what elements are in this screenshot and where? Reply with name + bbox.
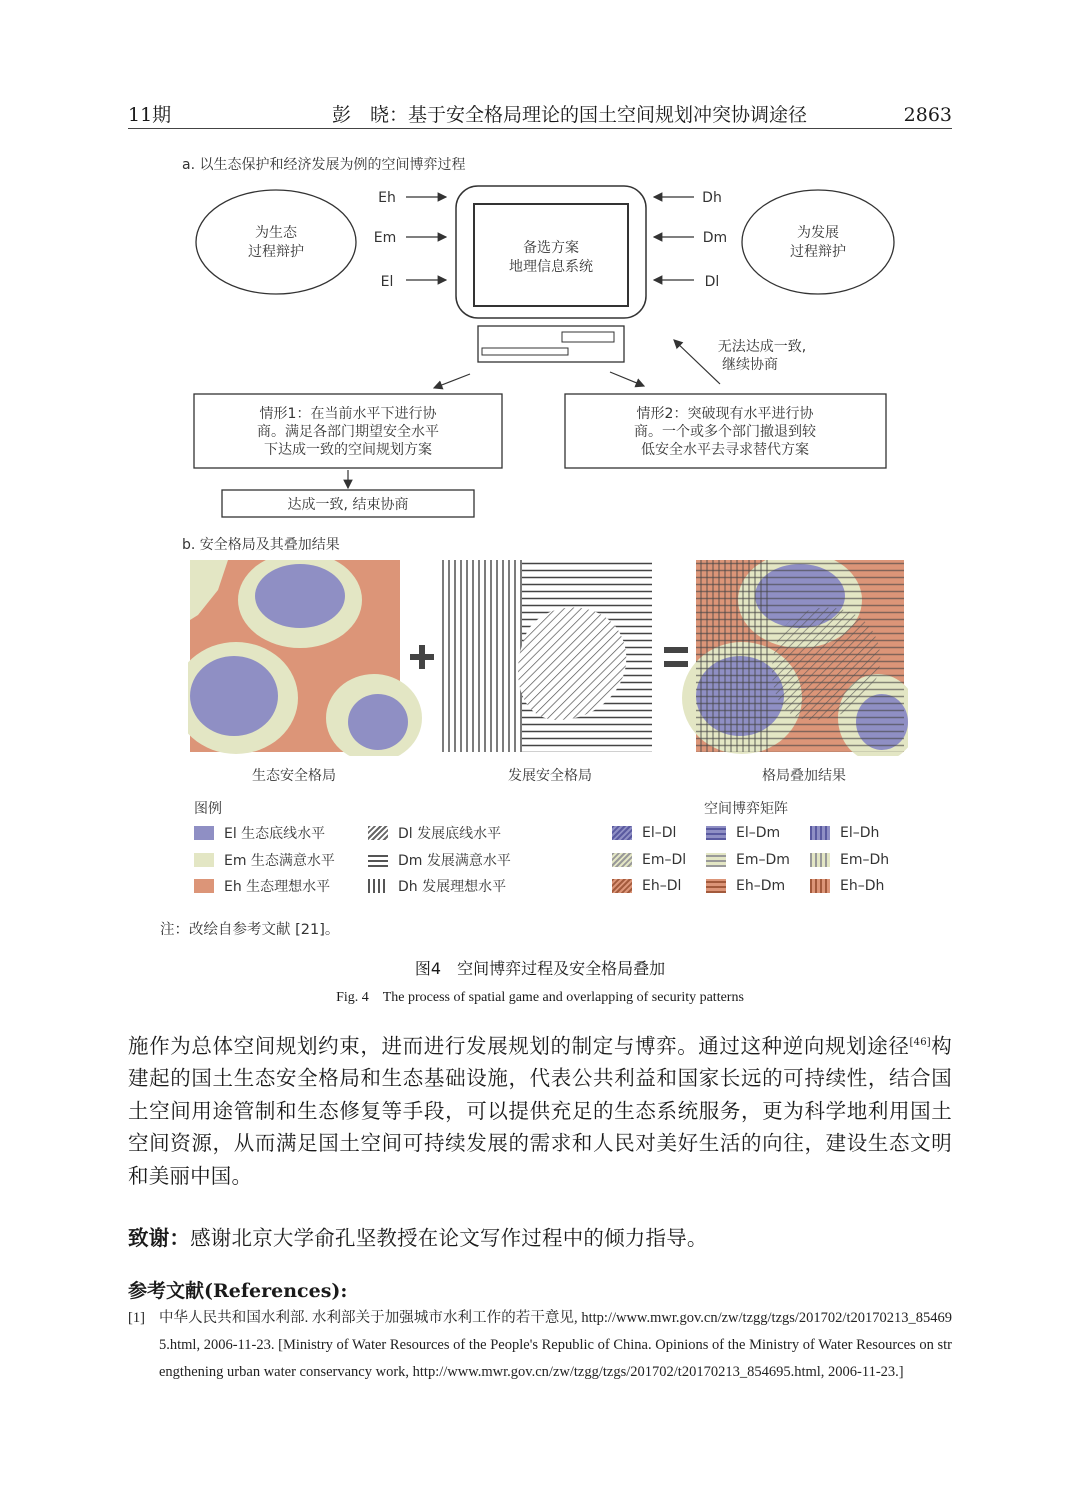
legend-dm: Dm 发展满意水平 [368, 850, 511, 870]
issue-number: 11期 [128, 104, 172, 126]
matrix-el-dm: El–Dm [706, 823, 780, 843]
running-title: 彭 晓：基于安全格局理论的国土空间规划冲突协调途径 [332, 104, 808, 126]
header-rule [128, 128, 952, 129]
eco-pattern-map [188, 560, 422, 756]
caption-cn: 图4 空间博弈过程及安全格局叠加 [414, 959, 666, 978]
eco-advocate-label-1: 为生态 [255, 225, 297, 241]
reference-number: [1] [128, 1310, 145, 1326]
ack-label: 致谢： [128, 1226, 191, 1250]
eco-advocate-label-2: 过程辩护 [248, 244, 304, 260]
panel-b-title: b. 安全格局及其叠加结果 [182, 537, 340, 553]
screen-text-2: 地理信息系统 [509, 259, 593, 275]
input-em: Em [373, 230, 397, 246]
computer-base [478, 326, 624, 362]
legend-em: Em 生态满意水平 [194, 850, 335, 870]
matrix-eh-dl: Eh–Dl [612, 876, 681, 896]
svg-text:低安全水平去寻求替代方案: 低安全水平去寻求替代方案 [641, 442, 809, 458]
reference-item [128, 1305, 952, 1386]
map-label-overlay: 格局叠加结果 [762, 768, 846, 784]
eco-advocate-ellipse [196, 190, 356, 294]
dev-advocate-ellipse [742, 190, 894, 294]
legend-eh: Eh 生态理想水平 [194, 876, 330, 896]
svg-text:情形2：突破现有水平进行协: 情形2：突破现有水平进行协 [636, 406, 814, 422]
citation-46[interactable]: [46] [909, 1037, 931, 1048]
legend-dh: Dh 发展理想水平 [368, 876, 506, 896]
panel-a-title: a. 以生态保护和经济发展为例的空间博弈过程 [182, 157, 466, 173]
caption-en: Fig. 4 The process of spatial game and overlapping of security patterns [336, 990, 744, 1005]
loop-note-2: 继续协商 [722, 357, 778, 373]
map-label-eco: 生态安全格局 [252, 768, 336, 784]
dev-advocate-label-1: 为发展 [797, 225, 839, 241]
security-pattern-maps [188, 560, 908, 756]
input-el: El [380, 274, 394, 290]
dev-advocate-label-2: 过程辩护 [790, 244, 846, 260]
matrix-em-dl: Em–Dl [612, 850, 686, 870]
input-eh: Eh [378, 190, 396, 206]
overlay-result-map [682, 560, 908, 756]
loop-note-1: 无法达成一致, [717, 339, 807, 355]
svg-text:达成一致, 结束协商: 达成一致, 结束协商 [287, 497, 409, 513]
input-dh: Dh [702, 190, 722, 206]
matrix-em-dm: Em–Dm [706, 850, 790, 870]
legend-dl: Dl 发展底线水平 [368, 823, 501, 843]
acknowledgement [128, 1222, 952, 1255]
ack-text: 感谢北京大学俞孔坚教授在论文写作过程中的倾力指导。 [190, 1226, 708, 1250]
svg-text:商。一个或多个部门撤退到较: 商。一个或多个部门撤退到较 [634, 424, 816, 440]
references-heading: 参考文献(References): [128, 1280, 348, 1302]
matrix-title: 空间博弈矩阵 [704, 801, 788, 817]
game-process-diagram [180, 176, 920, 526]
matrix-em-dh: Em–Dh [810, 850, 889, 870]
matrix-eh-dh: Eh–Dh [810, 876, 884, 896]
screen-text-1: 备选方案 [523, 240, 579, 256]
matrix-el-dl: El–Dl [612, 823, 676, 843]
reference-text: 中华人民共和国水利部. 水利部关于加强城市水利工作的若干意见, http://www.mwr.gov.cn/zw/tzgg/tzgs/201702/t20170213_854695.html, 2006-11-23. [Ministry of Water Resources of the People's Republic of China. Opinions of the Ministry of Water Resources on strengthening urban water conservancy work, http://www.mwr.gov.cn/zw/tzgg/tzgs/201702/t20170213_854695.html, 2006-11-23.] [159, 1310, 952, 1380]
legend-title: 图例 [194, 801, 222, 817]
matrix-eh-dm: Eh–Dm [706, 876, 785, 896]
body-paragraph: 施作为总体空间规划约束，进而进行发展规划的制定与博弈。通过这种逆向规划途径[46]构建起的国土生态安全格局和生态基础设施，代表公共利益和国家长远的可持续性，结合国土空间用途管制和生态修复等手段，可以提供充足的生态系统服务，更为科学地利用国土空间资源，从而满足国土空间可持续发展的需求和人民对美好生活的向往，建设生态文明和美丽中国。 [128, 1033, 952, 1188]
input-dl: Dl [704, 274, 720, 290]
figure-note: 注：改绘自参考文献 [21]。 [160, 922, 340, 938]
svg-text:商。满足各部门期望安全水平: 商。满足各部门期望安全水平 [257, 424, 439, 440]
svg-text:情形1：在当前水平下进行协: 情形1：在当前水平下进行协 [259, 406, 437, 422]
page-number: 2863 [903, 104, 952, 126]
input-dm: Dm [702, 230, 728, 246]
map-label-dev: 发展安全格局 [508, 768, 592, 784]
dev-pattern-map [442, 560, 652, 752]
legend-el: El 生态底线水平 [194, 823, 325, 843]
svg-text:下达成一致的空间规划方案: 下达成一致的空间规划方案 [264, 442, 432, 458]
matrix-el-dh: El–Dh [810, 823, 879, 843]
